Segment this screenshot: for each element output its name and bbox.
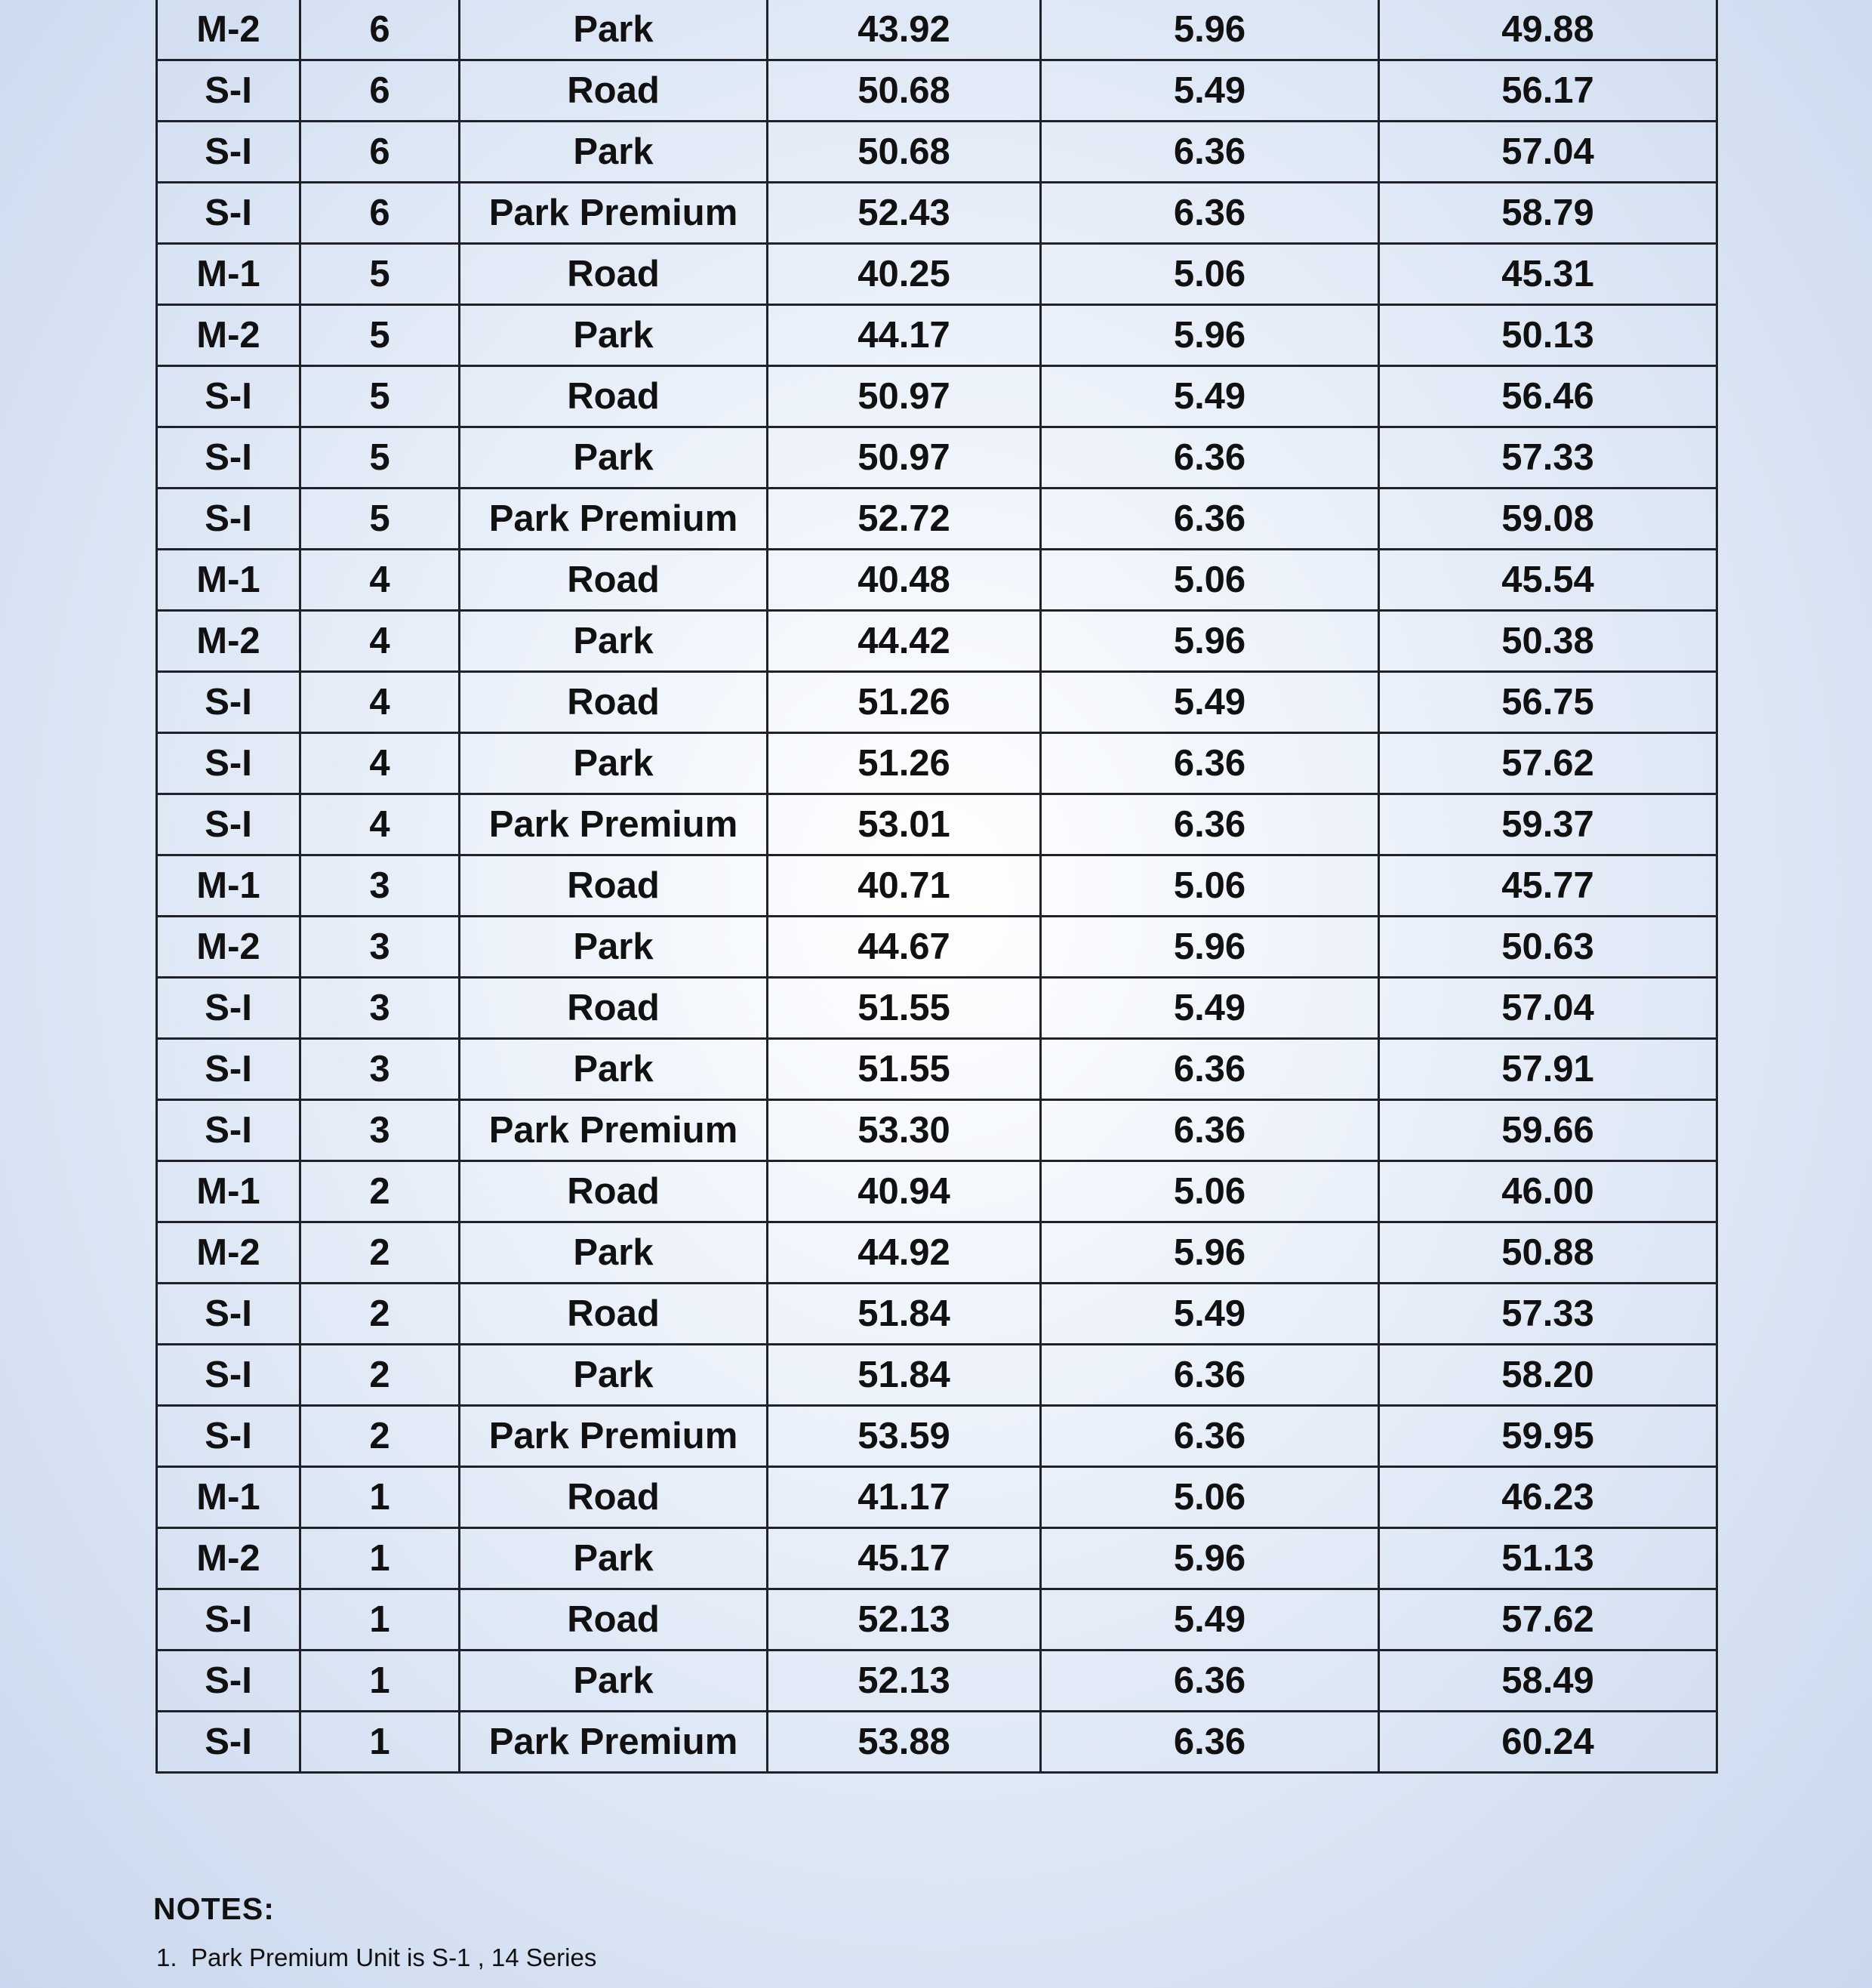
- value-a-cell: 50.97: [768, 427, 1041, 489]
- value-b-cell: 5.49: [1041, 1589, 1379, 1651]
- location-cell: Road: [460, 60, 768, 122]
- note-number: 1.: [156, 1943, 177, 1971]
- total-cell: 58.79: [1379, 183, 1717, 244]
- location-cell: Park: [460, 1039, 768, 1100]
- unit-type-cell: S-I: [157, 672, 300, 733]
- location-cell: Park: [460, 917, 768, 978]
- price-table: [155, 0, 1718, 1774]
- floor-cell: 1: [300, 1712, 460, 1773]
- location-cell: Road: [460, 550, 768, 611]
- value-b-cell: 5.49: [1041, 672, 1379, 733]
- unit-type-cell: M-2: [157, 917, 300, 978]
- table-row: [157, 366, 1717, 427]
- total-cell: 56.75: [1379, 672, 1717, 733]
- floor-cell: 3: [300, 1100, 460, 1161]
- floor-cell: 5: [300, 427, 460, 489]
- unit-type-cell: S-I: [157, 1039, 300, 1100]
- floor-cell: 6: [300, 0, 460, 60]
- table-row: [157, 733, 1717, 794]
- total-cell: 50.63: [1379, 917, 1717, 978]
- total-cell: 46.23: [1379, 1467, 1717, 1528]
- unit-type-cell: M-1: [157, 550, 300, 611]
- total-cell: 60.24: [1379, 1712, 1717, 1773]
- value-a-cell: 53.88: [768, 1712, 1041, 1773]
- notes-section: [153, 1891, 596, 1972]
- unit-type-cell: S-I: [157, 1345, 300, 1406]
- value-b-cell: 6.36: [1041, 183, 1379, 244]
- value-a-cell: 53.01: [768, 794, 1041, 855]
- value-b-cell: 5.96: [1041, 611, 1379, 672]
- unit-type-cell: M-1: [157, 1161, 300, 1222]
- table-row: [157, 1161, 1717, 1222]
- unit-type-cell: S-I: [157, 60, 300, 122]
- total-cell: 49.88: [1379, 0, 1717, 60]
- floor-cell: 5: [300, 305, 460, 366]
- location-cell: Park: [460, 0, 768, 60]
- total-cell: 57.62: [1379, 1589, 1717, 1651]
- value-b-cell: 5.06: [1041, 1161, 1379, 1222]
- location-cell: Park: [460, 1651, 768, 1712]
- value-a-cell: 52.72: [768, 489, 1041, 550]
- value-b-cell: 6.36: [1041, 1712, 1379, 1773]
- table-row: [157, 855, 1717, 917]
- unit-type-cell: S-I: [157, 1589, 300, 1651]
- total-cell: 50.13: [1379, 305, 1717, 366]
- table-row: [157, 427, 1717, 489]
- unit-type-cell: S-I: [157, 1406, 300, 1467]
- total-cell: 59.08: [1379, 489, 1717, 550]
- table-row: [157, 1589, 1717, 1651]
- note-text: Park Premium Unit is S-1 , 14 Series: [191, 1943, 597, 1971]
- table-row: [157, 1467, 1717, 1528]
- table-row: [157, 489, 1717, 550]
- value-b-cell: 5.06: [1041, 855, 1379, 917]
- value-b-cell: 6.36: [1041, 427, 1379, 489]
- table-row: [157, 1528, 1717, 1589]
- total-cell: 50.88: [1379, 1222, 1717, 1284]
- location-cell: Road: [460, 1589, 768, 1651]
- floor-cell: 4: [300, 733, 460, 794]
- floor-cell: 6: [300, 60, 460, 122]
- floor-cell: 3: [300, 1039, 460, 1100]
- unit-type-cell: M-2: [157, 305, 300, 366]
- total-cell: 59.66: [1379, 1100, 1717, 1161]
- value-b-cell: 5.96: [1041, 305, 1379, 366]
- table-row: [157, 1712, 1717, 1773]
- unit-type-cell: M-2: [157, 611, 300, 672]
- total-cell: 57.33: [1379, 427, 1717, 489]
- table-row: [157, 0, 1717, 60]
- value-b-cell: 5.06: [1041, 244, 1379, 305]
- value-b-cell: 6.36: [1041, 1100, 1379, 1161]
- location-cell: Park Premium: [460, 1712, 768, 1773]
- total-cell: 57.91: [1379, 1039, 1717, 1100]
- location-cell: Road: [460, 366, 768, 427]
- value-a-cell: 51.84: [768, 1284, 1041, 1345]
- total-cell: 51.13: [1379, 1528, 1717, 1589]
- location-cell: Park: [460, 1222, 768, 1284]
- floor-cell: 1: [300, 1467, 460, 1528]
- floor-cell: 1: [300, 1589, 460, 1651]
- value-b-cell: 5.96: [1041, 1528, 1379, 1589]
- value-a-cell: 50.68: [768, 60, 1041, 122]
- location-cell: Road: [460, 672, 768, 733]
- total-cell: 58.49: [1379, 1651, 1717, 1712]
- location-cell: Park Premium: [460, 1100, 768, 1161]
- value-b-cell: 5.96: [1041, 917, 1379, 978]
- note-item: [156, 1943, 596, 1972]
- floor-cell: 2: [300, 1284, 460, 1345]
- value-a-cell: 40.25: [768, 244, 1041, 305]
- unit-type-cell: M-1: [157, 1467, 300, 1528]
- unit-type-cell: S-I: [157, 122, 300, 183]
- floor-cell: 4: [300, 672, 460, 733]
- value-b-cell: 6.36: [1041, 489, 1379, 550]
- table-row: [157, 60, 1717, 122]
- unit-type-cell: S-I: [157, 794, 300, 855]
- location-cell: Road: [460, 1467, 768, 1528]
- value-a-cell: 43.92: [768, 0, 1041, 60]
- value-a-cell: 44.67: [768, 917, 1041, 978]
- floor-cell: 4: [300, 550, 460, 611]
- table-row: [157, 305, 1717, 366]
- value-b-cell: 5.96: [1041, 0, 1379, 60]
- location-cell: Road: [460, 1161, 768, 1222]
- value-a-cell: 40.94: [768, 1161, 1041, 1222]
- price-table-body: [157, 0, 1717, 1773]
- total-cell: 45.54: [1379, 550, 1717, 611]
- table-row: [157, 794, 1717, 855]
- location-cell: Park Premium: [460, 794, 768, 855]
- value-b-cell: 6.36: [1041, 733, 1379, 794]
- value-a-cell: 52.13: [768, 1651, 1041, 1712]
- table-row: [157, 1651, 1717, 1712]
- value-b-cell: 5.49: [1041, 978, 1379, 1039]
- floor-cell: 6: [300, 183, 460, 244]
- location-cell: Park Premium: [460, 1406, 768, 1467]
- value-b-cell: 5.96: [1041, 1222, 1379, 1284]
- value-b-cell: 6.36: [1041, 122, 1379, 183]
- floor-cell: 4: [300, 611, 460, 672]
- location-cell: Road: [460, 855, 768, 917]
- table-row: [157, 672, 1717, 733]
- total-cell: 45.31: [1379, 244, 1717, 305]
- value-a-cell: 51.55: [768, 1039, 1041, 1100]
- table-row: [157, 1406, 1717, 1467]
- location-cell: Road: [460, 244, 768, 305]
- notes-list: [153, 1943, 596, 1972]
- value-a-cell: 52.43: [768, 183, 1041, 244]
- value-b-cell: 6.36: [1041, 794, 1379, 855]
- table-row: [157, 122, 1717, 183]
- table-row: [157, 244, 1717, 305]
- value-a-cell: 44.42: [768, 611, 1041, 672]
- table-row: [157, 1039, 1717, 1100]
- table-row: [157, 1222, 1717, 1284]
- unit-type-cell: M-2: [157, 1528, 300, 1589]
- floor-cell: 1: [300, 1651, 460, 1712]
- floor-cell: 5: [300, 489, 460, 550]
- value-a-cell: 45.17: [768, 1528, 1041, 1589]
- unit-type-cell: S-I: [157, 978, 300, 1039]
- unit-type-cell: S-I: [157, 1651, 300, 1712]
- total-cell: 50.38: [1379, 611, 1717, 672]
- value-b-cell: 5.06: [1041, 1467, 1379, 1528]
- location-cell: Park: [460, 305, 768, 366]
- location-cell: Park: [460, 122, 768, 183]
- floor-cell: 2: [300, 1161, 460, 1222]
- value-b-cell: 5.06: [1041, 550, 1379, 611]
- unit-type-cell: S-I: [157, 489, 300, 550]
- unit-type-cell: M-2: [157, 0, 300, 60]
- location-cell: Park Premium: [460, 183, 768, 244]
- floor-cell: 3: [300, 917, 460, 978]
- value-a-cell: 51.55: [768, 978, 1041, 1039]
- table-row: [157, 978, 1717, 1039]
- unit-type-cell: S-I: [157, 1284, 300, 1345]
- location-cell: Park: [460, 1528, 768, 1589]
- value-b-cell: 6.36: [1041, 1039, 1379, 1100]
- table-row: [157, 550, 1717, 611]
- location-cell: Park Premium: [460, 489, 768, 550]
- total-cell: 46.00: [1379, 1161, 1717, 1222]
- unit-type-cell: M-2: [157, 1222, 300, 1284]
- floor-cell: 2: [300, 1345, 460, 1406]
- value-a-cell: 50.68: [768, 122, 1041, 183]
- total-cell: 57.04: [1379, 122, 1717, 183]
- location-cell: Park: [460, 733, 768, 794]
- value-a-cell: 50.97: [768, 366, 1041, 427]
- total-cell: 56.46: [1379, 366, 1717, 427]
- total-cell: 57.04: [1379, 978, 1717, 1039]
- value-a-cell: 44.92: [768, 1222, 1041, 1284]
- value-b-cell: 5.49: [1041, 60, 1379, 122]
- value-a-cell: 52.13: [768, 1589, 1041, 1651]
- location-cell: Park: [460, 611, 768, 672]
- total-cell: 59.95: [1379, 1406, 1717, 1467]
- value-b-cell: 6.36: [1041, 1345, 1379, 1406]
- floor-cell: 3: [300, 978, 460, 1039]
- value-a-cell: 51.26: [768, 672, 1041, 733]
- value-a-cell: 53.30: [768, 1100, 1041, 1161]
- table-row: [157, 183, 1717, 244]
- value-a-cell: 41.17: [768, 1467, 1041, 1528]
- floor-cell: 2: [300, 1406, 460, 1467]
- unit-type-cell: S-I: [157, 183, 300, 244]
- unit-type-cell: S-I: [157, 366, 300, 427]
- table-row: [157, 1284, 1717, 1345]
- value-a-cell: 44.17: [768, 305, 1041, 366]
- floor-cell: 6: [300, 122, 460, 183]
- value-a-cell: 40.48: [768, 550, 1041, 611]
- value-b-cell: 6.36: [1041, 1406, 1379, 1467]
- total-cell: 45.77: [1379, 855, 1717, 917]
- value-a-cell: 53.59: [768, 1406, 1041, 1467]
- table-row: [157, 917, 1717, 978]
- total-cell: 57.62: [1379, 733, 1717, 794]
- table-row: [157, 1100, 1717, 1161]
- value-b-cell: 5.49: [1041, 366, 1379, 427]
- notes-title: NOTES:: [153, 1891, 275, 1926]
- total-cell: 56.17: [1379, 60, 1717, 122]
- value-a-cell: 40.71: [768, 855, 1041, 917]
- floor-cell: 5: [300, 244, 460, 305]
- table-row: [157, 611, 1717, 672]
- value-b-cell: 5.49: [1041, 1284, 1379, 1345]
- unit-type-cell: S-I: [157, 427, 300, 489]
- floor-cell: 3: [300, 855, 460, 917]
- location-cell: Road: [460, 978, 768, 1039]
- floor-cell: 5: [300, 366, 460, 427]
- total-cell: 59.37: [1379, 794, 1717, 855]
- table-row: [157, 1345, 1717, 1406]
- location-cell: Road: [460, 1284, 768, 1345]
- value-a-cell: 51.84: [768, 1345, 1041, 1406]
- value-a-cell: 51.26: [768, 733, 1041, 794]
- unit-type-cell: S-I: [157, 1712, 300, 1773]
- unit-type-cell: S-I: [157, 733, 300, 794]
- floor-cell: 4: [300, 794, 460, 855]
- location-cell: Park: [460, 427, 768, 489]
- floor-cell: 2: [300, 1222, 460, 1284]
- unit-type-cell: M-1: [157, 855, 300, 917]
- unit-type-cell: S-I: [157, 1100, 300, 1161]
- location-cell: Park: [460, 1345, 768, 1406]
- total-cell: 57.33: [1379, 1284, 1717, 1345]
- floor-cell: 1: [300, 1528, 460, 1589]
- value-b-cell: 6.36: [1041, 1651, 1379, 1712]
- total-cell: 58.20: [1379, 1345, 1717, 1406]
- unit-type-cell: M-1: [157, 244, 300, 305]
